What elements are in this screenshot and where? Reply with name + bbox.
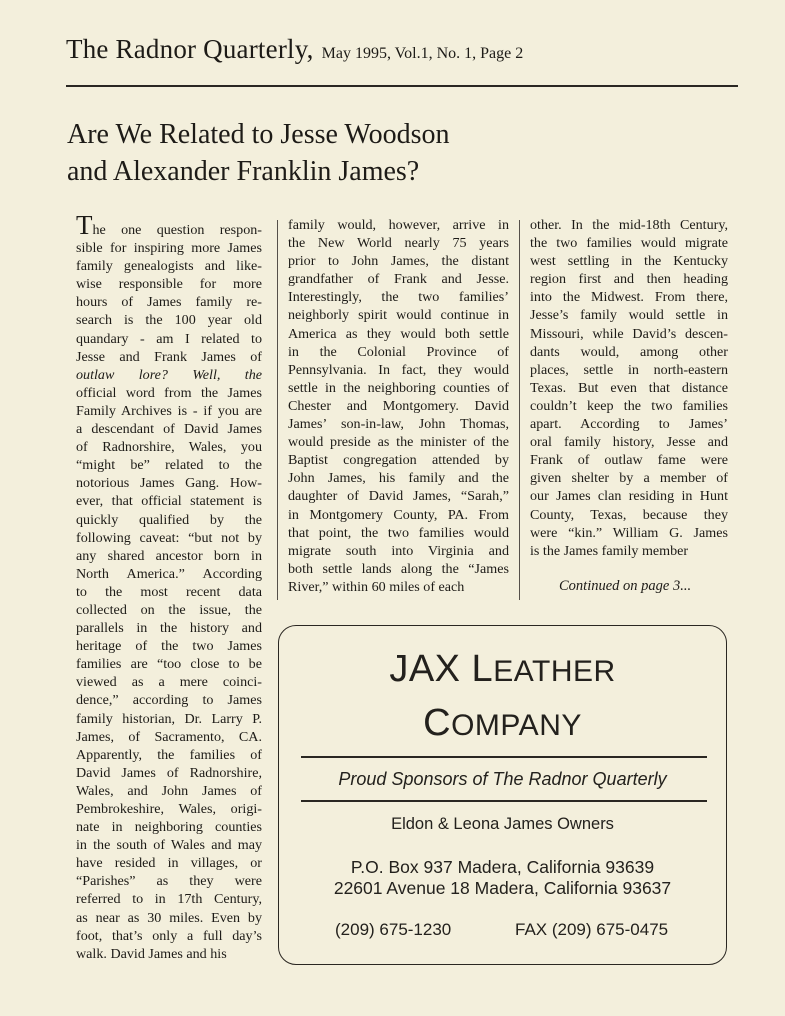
- text-line: walk. David James and his: [76, 945, 227, 962]
- text-line: America as they would both settle: [288, 325, 509, 342]
- column-divider: [519, 220, 520, 600]
- text-line: County, Texas, because they: [530, 506, 728, 523]
- text-line: collected on the issue, the: [76, 601, 262, 618]
- text-line: the New World nearly 75 years: [288, 235, 509, 252]
- text-line: places, settle in north-eastern: [530, 361, 728, 378]
- text-line: of Radnorshire, Wales, you: [76, 439, 262, 456]
- text-line: neighborly spirit would continue in: [288, 307, 509, 324]
- text-line: family historian, Dr. Larry P.: [76, 710, 262, 727]
- article-column-1: [76, 210, 262, 963]
- text-line: Family Archives is - if you are: [76, 402, 262, 419]
- text-line: parallels in the history and: [76, 620, 262, 637]
- text-line: other. In the mid-18th Century,: [530, 217, 728, 233]
- ad-rule: [301, 756, 707, 758]
- text-line: have resided in villages, or: [76, 855, 262, 872]
- text-line: nate in neighboring counties: [76, 819, 262, 836]
- text-line: James, of Sacramento, CA.: [76, 728, 262, 745]
- text-line: given shelter by a member of: [530, 470, 728, 487]
- text-line: John James, his family and the: [288, 470, 509, 487]
- text-line: were “kin.” William G. James: [530, 524, 728, 541]
- text-line: dence,” according to James: [76, 692, 262, 709]
- newsletter-title: The Radnor Quarterly,: [66, 34, 314, 64]
- company-name-line-1: [279, 648, 726, 691]
- masthead: [66, 34, 746, 65]
- text-line: a descendant of David James: [76, 421, 262, 438]
- text-line: [76, 210, 262, 240]
- headline-line-1: Are We Related to Jesse Woodson: [67, 119, 450, 150]
- article-column-2: [288, 216, 509, 596]
- issue-info: May 1995, Vol.1, No. 1, Page 2: [321, 45, 524, 62]
- text-line: “might be” related to the: [76, 457, 262, 474]
- text-line: foot, that’s only a full day’s: [76, 927, 262, 944]
- sponsor-advertisement: [278, 625, 727, 965]
- text-line: search is the 100 year old: [76, 312, 262, 329]
- phone-number: (209) 675-1230: [335, 920, 452, 939]
- text-line: Pennsylvania. In fact, they would: [288, 361, 509, 378]
- text-line: Frank of outlaw fame were: [530, 452, 728, 469]
- text-line: west settling in the Kentucky: [530, 253, 728, 270]
- text-line: sible for inspiring more James: [76, 240, 262, 257]
- ad-rule: [301, 800, 707, 802]
- text-line: in the Colonial Province of: [288, 343, 509, 360]
- text-line: Jesse and Frank James of: [76, 348, 262, 365]
- owners-line: Eldon & Leona James Owners: [391, 815, 614, 833]
- text-line: family genealogists and like-: [76, 258, 262, 275]
- text-line: following caveat: “but not by: [76, 529, 262, 546]
- text-line: any shared ancestor born in: [76, 547, 262, 564]
- text-line: apart. According to James’: [530, 416, 728, 433]
- text-line: in the south of Wales and may: [76, 837, 262, 854]
- text-line: grandfather of Frank and Jesse.: [288, 271, 509, 288]
- text-line: James’ son-in-law, John Thomas,: [288, 416, 509, 433]
- text-line: North America.” According: [76, 565, 262, 582]
- text-line: region first and then heading: [530, 271, 728, 288]
- text-line: settle in the neighboring counties of: [288, 379, 509, 396]
- text-line: prior to John James, the distant: [288, 253, 509, 270]
- text-line: Texas. But even that distance: [530, 379, 728, 396]
- company-name-line-2: [279, 702, 726, 745]
- text-line: as near as 30 miles. Even by: [76, 909, 262, 926]
- company-name-text: JAX L: [389, 648, 494, 690]
- text-line: families are “too close to be: [76, 656, 262, 673]
- text-line: referred to in 17th Century,: [76, 891, 262, 908]
- text-line: oral family history, Jesse and: [530, 434, 728, 451]
- text-line: Baptist congregation attended by: [288, 452, 509, 469]
- company-name-text: OMPANY: [451, 709, 582, 742]
- text-line: in Montgomery County, PA. From: [288, 506, 509, 523]
- text-line: Pembrokeshire, Wales, origi-: [76, 801, 262, 817]
- text-line: Chester and Montgomery. David: [288, 397, 509, 414]
- fax-number: FAX (209) 675-0475: [515, 920, 669, 939]
- headline-line-2: and Alexander Franklin James?: [67, 156, 420, 187]
- text-line: dants would, among other: [530, 343, 728, 360]
- text-line: Apparently, the families of: [76, 746, 262, 763]
- text-line: heritage of the two James: [76, 638, 262, 655]
- text-line: to the most recent data: [76, 583, 262, 600]
- text-line: River,” within 60 miles of each: [288, 578, 465, 595]
- sponsor-tagline: Proud Sponsors of The Radnor Quarterly: [338, 769, 667, 789]
- text-line: David James of Radnorshire,: [76, 764, 262, 781]
- text-line: couldn’t keep the two families: [530, 397, 728, 414]
- text-line: migrate south into Virginia and: [288, 542, 509, 559]
- text-line: our James clan residing in Hunt: [530, 488, 728, 505]
- text-line: quandary - am I related to: [76, 330, 262, 347]
- street-address: 22601 Avenue 18 Madera, California 93637: [333, 878, 672, 898]
- text-line: ever, that official statement is: [76, 493, 262, 510]
- text-line: hours of James family re-: [76, 294, 262, 311]
- text-line: Interestingly, the two families’: [288, 289, 509, 306]
- text-line: into the Midwest. From there,: [530, 289, 728, 306]
- text-line: Wales, and John James of: [76, 782, 262, 799]
- text-line: Jesse’s family would settle in: [530, 307, 728, 324]
- text-line: quickly qualified by the: [76, 511, 262, 528]
- masthead-rule: [66, 85, 738, 87]
- text-line: official word from the James: [76, 384, 262, 401]
- company-name-text: C: [423, 702, 452, 744]
- text-line: that point, the two families would: [288, 524, 509, 541]
- text-line: the two families would migrate: [530, 235, 728, 252]
- text-line: Missouri, while David’s descen-: [530, 325, 728, 342]
- continued-note: Continued on page 3...: [559, 578, 692, 594]
- article-headline: [67, 116, 727, 190]
- text-line: he one question respon-: [92, 222, 262, 238]
- text-line: is the James family member: [530, 542, 689, 559]
- mailing-address: P.O. Box 937 Madera, California 93639: [350, 857, 655, 877]
- text-line: wise responsible for more: [76, 276, 262, 293]
- text-line: “Parishes” as they were: [76, 873, 262, 890]
- drop-cap: T: [76, 210, 93, 240]
- article-column-3: [530, 216, 728, 560]
- text-line: notorious James Gang. How-: [76, 475, 262, 492]
- text-line: family would, however, arrive in: [288, 217, 509, 233]
- column-divider: [277, 220, 278, 600]
- text-line: both settle lands along the “James: [288, 560, 509, 577]
- text-line: would preside as the minister of the: [288, 434, 509, 451]
- text-line: viewed as a mere coinci-: [76, 674, 262, 691]
- text-line: daughter of David James, “Sarah,”: [288, 488, 509, 505]
- text-line: outlaw lore? Well, the: [76, 366, 262, 383]
- company-name-text: EATHER: [493, 655, 616, 688]
